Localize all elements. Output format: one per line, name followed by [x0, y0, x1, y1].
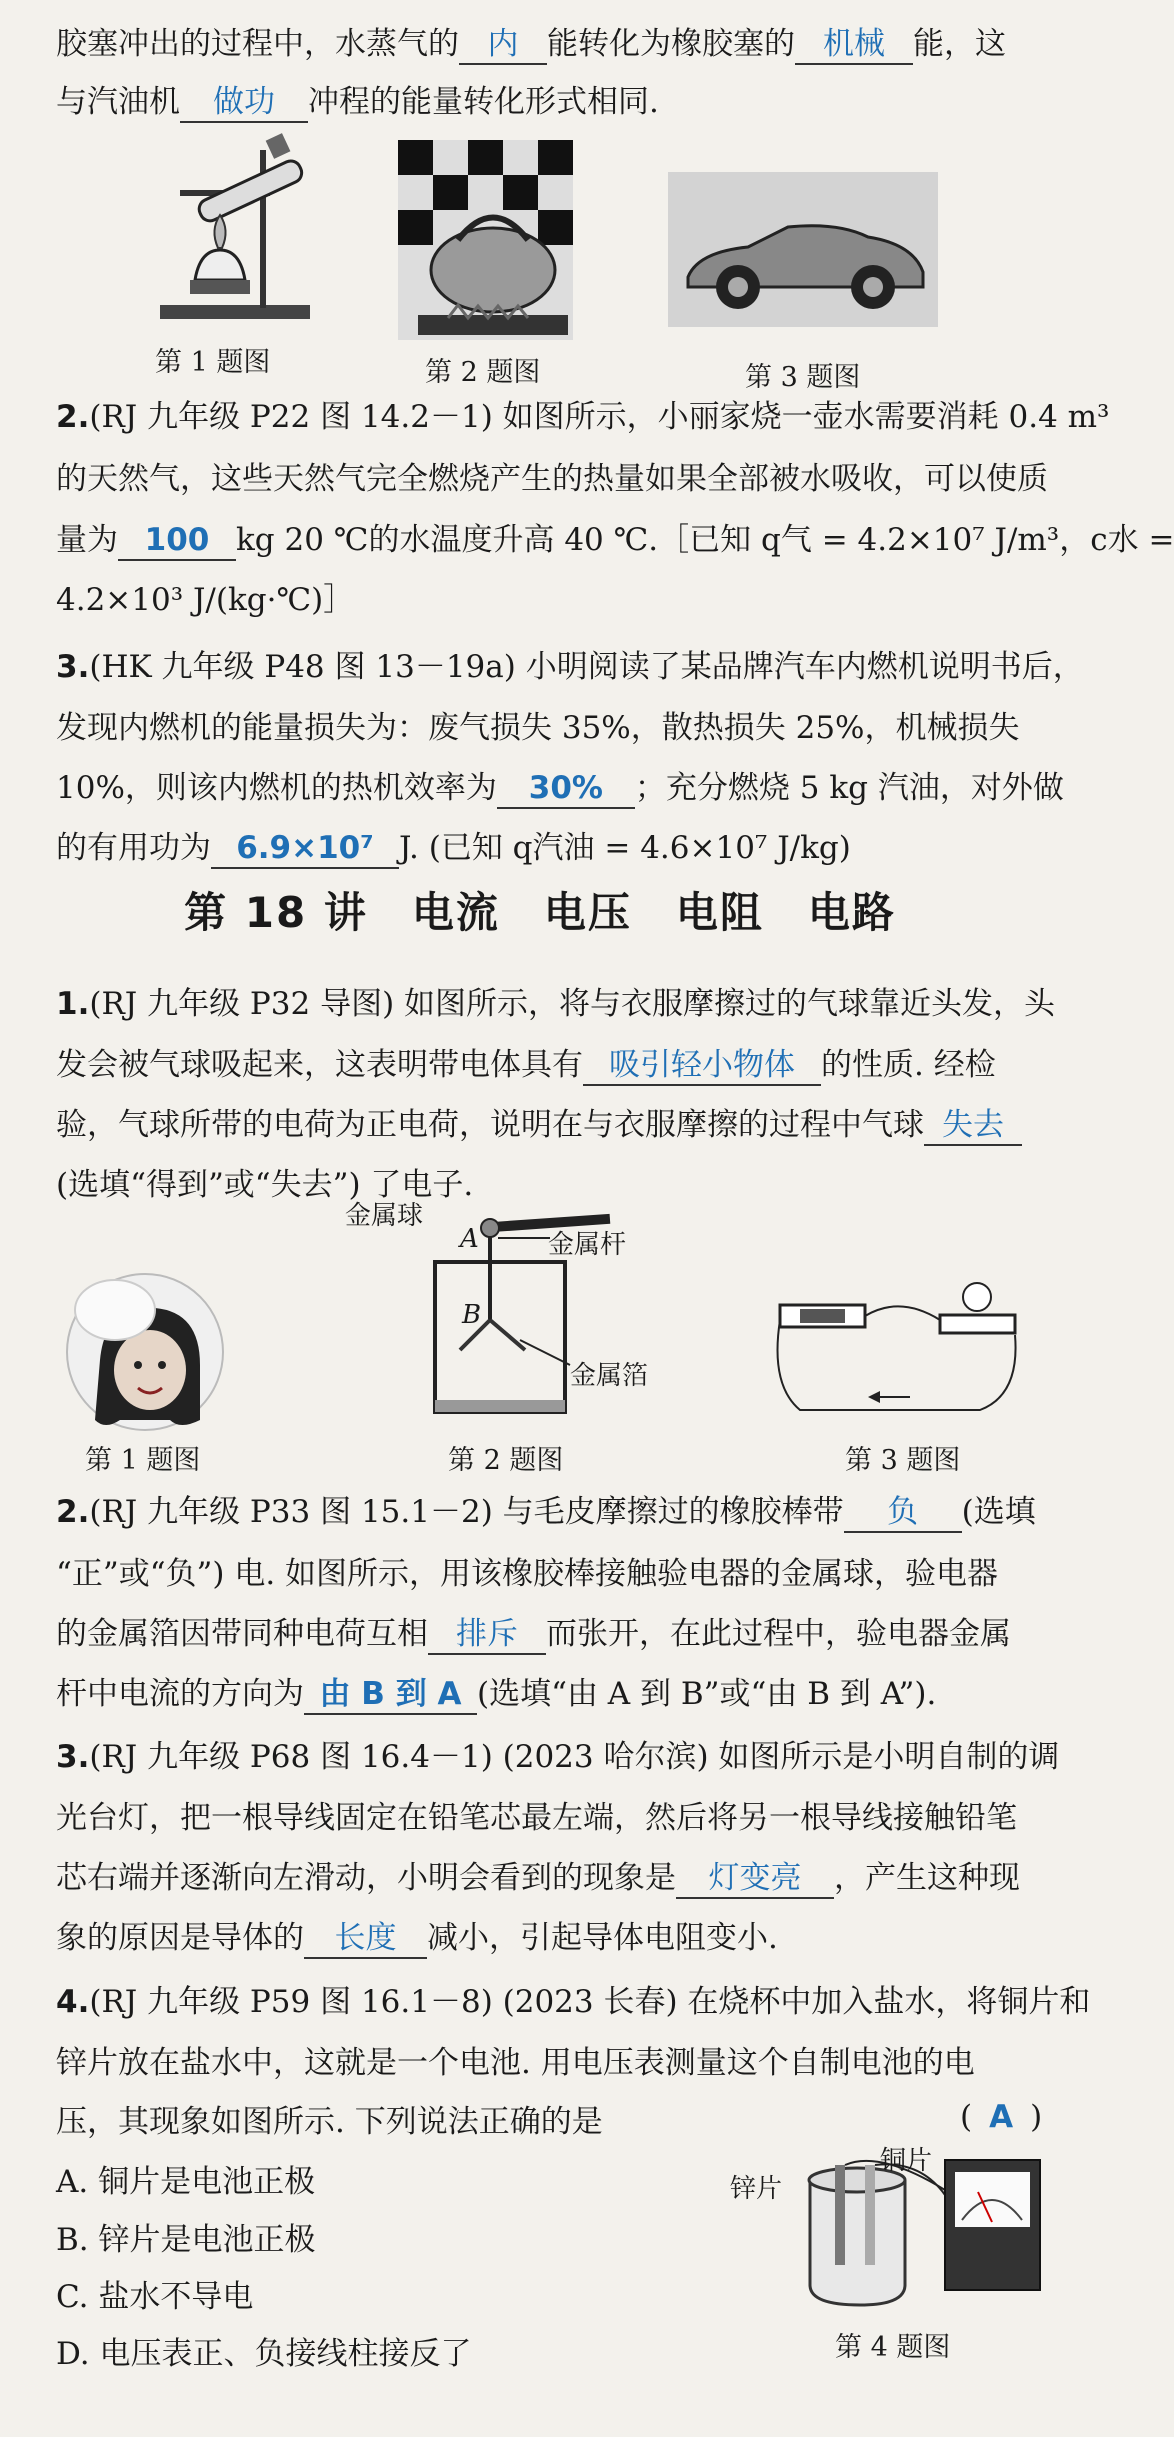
- figure-caption: 第 3 题图: [845, 1445, 961, 1476]
- answer-blank[interactable]: 负: [844, 1493, 962, 1533]
- q3a-line-4: [56, 826, 851, 870]
- pencil-lamp-circuit-figure: [770, 1275, 1040, 1425]
- b3-line-2: [56, 1796, 1017, 1840]
- q2a-line-4: [56, 578, 354, 622]
- b1-line-2: [56, 1043, 996, 1087]
- lead-text: 冲程的能量转化形式相同.: [308, 84, 659, 120]
- question-text: 杆中电流的方向为: [56, 1676, 304, 1712]
- question-text: (RJ 九年级 P22 图 14.2－1) 如图所示，小丽家烧一壶水需要消耗 0.4 m³: [89, 399, 1110, 435]
- b1-line-1: [56, 982, 1055, 1026]
- question-number: 1.: [56, 986, 90, 1022]
- question-text: 减小，引起导体电阻变小.: [427, 1920, 778, 1956]
- kettle-figure: [398, 140, 573, 340]
- question-text: 的有用功为: [56, 830, 211, 866]
- b1-line-3: [56, 1103, 1022, 1147]
- car-figure: [668, 172, 938, 327]
- lead-text: 胶塞冲出的过程中，水蒸气的: [56, 26, 459, 62]
- figure-caption: 第 1 题图: [85, 1445, 201, 1476]
- q2a-line-3: [56, 518, 1174, 562]
- answer-blank[interactable]: 灯变亮: [676, 1859, 834, 1899]
- q3a-line-1: [56, 645, 1084, 689]
- lead-text: 能，这: [913, 26, 1006, 62]
- answer-choice[interactable]: A: [989, 2099, 1014, 2135]
- question-text: kg 20 ℃的水温度升高 40 ℃.［已知 q气 = 4.2×10⁷ J/m³，c水 =: [236, 522, 1174, 558]
- question-text: ；充分燃烧 5 kg 汽油，对外做: [634, 770, 1064, 806]
- b2-line-1: [56, 1490, 1036, 1534]
- option-a[interactable]: A. 铜片是电池正极: [56, 2164, 316, 2200]
- question-text: 而张开，在此过程中，验电器金属: [546, 1616, 1011, 1652]
- question-text: (选填“得到”或“失去”) 了电子.: [56, 1167, 474, 1203]
- question-text: (RJ 九年级 P32 导图) 如图所示，将与衣服摩擦过的气球靠近头发，头: [89, 986, 1056, 1022]
- question-text: J. (已知 q汽油 = 4.6×10⁷ J/kg): [399, 830, 851, 866]
- question-number: 3.: [56, 649, 90, 685]
- answer-blank[interactable]: 机械: [795, 25, 913, 65]
- question-text: (RJ 九年级 P33 图 15.1－2) 与毛皮摩擦过的橡胶棒带: [89, 1494, 844, 1530]
- question-text: 10%，则该内燃机的热机效率为: [56, 770, 497, 806]
- question-text: 光台灯，把一根导线固定在铅笔芯最左端，然后将另一根导线接触铅笔: [56, 1800, 1017, 1836]
- zinc-label: 锌片: [730, 2174, 783, 2204]
- q3a-line-2: [56, 706, 1020, 750]
- option-c[interactable]: C. 盐水不导电: [56, 2279, 254, 2315]
- b4-line-1: [56, 1980, 1090, 2024]
- lead-text: 与汽油机: [56, 84, 180, 120]
- test-tube-stand-figure: [140, 140, 330, 335]
- b2-line-4: [56, 1672, 936, 1716]
- figure-caption: 第 2 题图: [425, 357, 541, 388]
- question-number: 4.: [56, 1984, 90, 2020]
- question-text: 发现内燃机的能量损失为：废气损失 35%，散热损失 25%，机械损失: [56, 710, 1020, 746]
- question-text: “正”或“负”) 电. 如图所示，用该橡胶棒接触验电器的金属球，验电器: [56, 1556, 999, 1592]
- b4-line-2: [56, 2041, 975, 2085]
- question-text: 的天然气，这些天然气完全燃烧产生的热量如果全部被水吸收，可以使质: [56, 461, 1048, 497]
- question-text: 的金属箔因带同种电荷互相: [56, 1616, 428, 1652]
- question-text: 量为: [56, 522, 118, 558]
- question-number: 2.: [56, 1494, 90, 1530]
- question-text: 锌片放在盐水中，这就是一个电池. 用电压表测量这个自制电池的电: [56, 2045, 975, 2081]
- answer-blank[interactable]: 100: [118, 521, 236, 561]
- question-text: (HK 九年级 P48 图 13－19a) 小明阅读了某品牌汽车内燃机说明书后，: [89, 649, 1084, 685]
- question-text: 验，气球所带的电荷为正电荷，说明在与衣服摩擦的过程中气球: [56, 1107, 924, 1143]
- figure-caption: 第 1 题图: [155, 347, 271, 378]
- balloon-girl-figure: [60, 1270, 230, 1435]
- answer-blank[interactable]: 由 B 到 A: [304, 1675, 477, 1715]
- question-number: 2.: [56, 399, 90, 435]
- copper-label: 铜片: [880, 2146, 933, 2176]
- answer-blank[interactable]: 排斥: [428, 1615, 546, 1655]
- b3-line-3: [56, 1856, 1020, 1900]
- point-b-label: B: [462, 1300, 482, 1330]
- question-text: 的性质. 经检: [821, 1047, 996, 1083]
- question-text: ，产生这种现: [834, 1860, 1020, 1896]
- metal-rod-label: 金属杆: [548, 1230, 627, 1260]
- answer-blank[interactable]: 6.9×10⁷: [211, 829, 399, 869]
- question-text: (RJ 九年级 P68 图 16.4－1) (2023 哈尔滨) 如图所示是小明自制的调: [89, 1739, 1060, 1775]
- question-text: (选填“由 A 到 B”或“由 B 到 A”).: [477, 1676, 937, 1712]
- question-text: 发会被气球吸起来，这表明带电体具有: [56, 1047, 583, 1083]
- answer-blank[interactable]: 长度: [304, 1919, 427, 1959]
- point-a-label: A: [460, 1224, 479, 1254]
- answer-blank[interactable]: 内: [459, 25, 547, 65]
- figure-caption: 第 2 题图: [448, 1445, 564, 1476]
- lead-line-2: [56, 80, 659, 124]
- section-heading: 第 18 讲 电流 电压 电阻 电路: [184, 888, 896, 937]
- question-text: (选填: [961, 1494, 1036, 1530]
- option-d[interactable]: D. 电压表正、负接线柱接反了: [56, 2336, 472, 2372]
- answer-blank[interactable]: 吸引轻小物体: [583, 1046, 821, 1086]
- question-text: 芯右端并逐渐向左滑动，小明会看到的现象是: [56, 1860, 676, 1896]
- b2-line-3: [56, 1612, 1011, 1656]
- b3-line-1: [56, 1735, 1059, 1779]
- figure-caption: 第 4 题图: [835, 2332, 951, 2363]
- q2a-line-1: [56, 395, 1109, 439]
- lead-line-1: [56, 22, 1006, 66]
- answer-blank[interactable]: 30%: [497, 769, 635, 809]
- question-text: (RJ 九年级 P59 图 16.1－8) (2023 长春) 在烧杯中加入盐水，将铜片和: [89, 1984, 1091, 2020]
- q3a-line-3: [56, 766, 1064, 810]
- question-text: 压，其现象如图所示. 下列说法正确的是: [56, 2104, 603, 2140]
- b4-line-3: [56, 2100, 603, 2144]
- question-text: 象的原因是导体的: [56, 1920, 304, 1956]
- figure-caption: 第 3 题图: [745, 362, 861, 393]
- question-number: 3.: [56, 1739, 90, 1775]
- b4-answer-paren: ( A ): [960, 2099, 1043, 2135]
- b2-line-2: [56, 1552, 998, 1596]
- metal-foil-label: 金属箔: [570, 1361, 649, 1391]
- answer-blank[interactable]: 失去: [924, 1106, 1022, 1146]
- option-b[interactable]: B. 锌片是电池正极: [56, 2222, 316, 2258]
- answer-blank[interactable]: 做功: [180, 83, 308, 123]
- b3-line-4: [56, 1916, 778, 1960]
- question-text: 4.2×10³ J/(kg·℃)］: [56, 582, 355, 618]
- q2a-line-2: [56, 457, 1048, 501]
- metal-ball-label: 金属球: [345, 1201, 424, 1231]
- lead-text: 能转化为橡胶塞的: [547, 26, 795, 62]
